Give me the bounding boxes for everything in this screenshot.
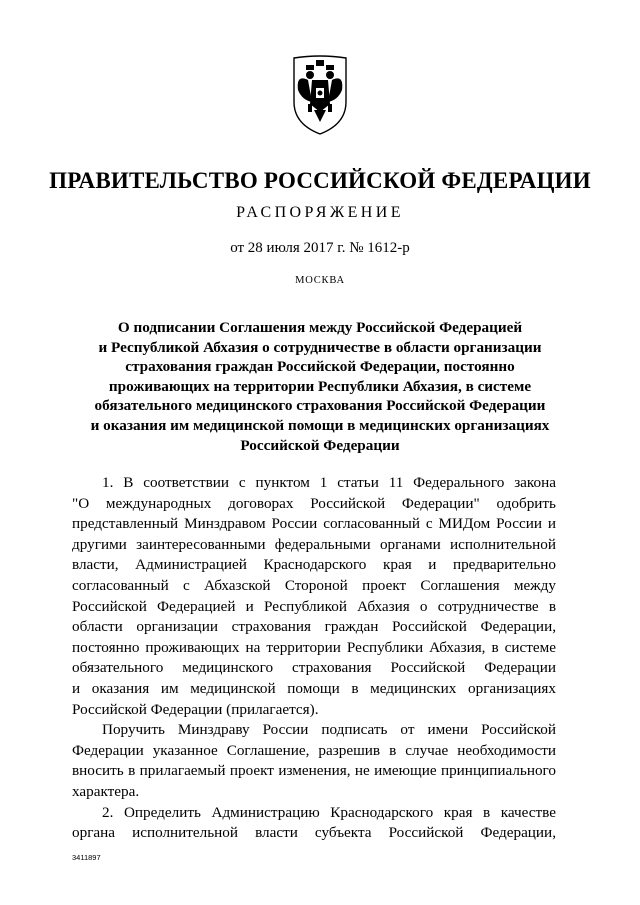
document-code: 3411897 [72,853,101,862]
subject-line: обязательного медицинского страхования Российской Федерации [94,397,546,415]
body-line: Российской Федерации (прилагается). [72,700,319,718]
body-line: постоянно проживающих на территории Республики Абхазия, в системе [72,638,556,656]
body-line: власти, Администрацией Краснодарского края и предварительно [72,556,556,574]
document-body [72,473,556,844]
body-line: Российской Федерацией и Республикой Абхазия о сотрудничестве в [72,597,556,615]
body-line: обязательного медицинского страхования Российской Федерации [72,659,556,677]
body-line: представленный Минздравом России согласованный с МИДом России и [72,515,556,533]
body-line: "О международных договорах Российской Федерации" одобрить [72,494,556,512]
subject-line: и оказания им медицинской помощи в медицинских организациях [90,416,550,434]
body-line: другими заинтересованными федеральными органами исполнительной [72,535,556,553]
body-line: органа исполнительной власти субъекта Российской Федерации, [72,824,556,842]
subject-line: проживающих на территории Республики Абхазия, в системе [108,377,532,395]
document-type: РАСПОРЯЖЕНИЕ [236,204,404,221]
subject-line: Российской Федерации [240,436,400,454]
body-line: характера. [72,782,140,800]
body-line: согласованный с Абхазской Стороной проект Соглашения между [72,576,556,594]
coat-of-arms-icon [272,44,368,140]
body-line: Федерации указанное Соглашение, разрешив в случае необходимости [72,741,556,759]
body-line: и оказания им медицинской помощи в медицинских организациях [72,679,556,697]
body-line: 2. Определить Администрацию Краснодарского края в качестве [102,803,556,821]
document-subject [70,318,570,455]
subject-line: и Республикой Абхазия о сотрудничестве в области организации [98,338,542,356]
document-date-number: от 28 июля 2017 г. № 1612-р [230,240,410,256]
body-line: 1. В соответствии с пунктом 1 статьи 11 Федерального закона [102,474,556,491]
subject-line: О подписании Соглашения между Российской Федерацией [117,319,523,336]
body-line: вносить в прилагаемый проект изменения, не имеющие принципиального [72,762,556,780]
body-line: Поручить Минздраву России подписать от имени Российской [102,721,556,739]
government-title: ПРАВИТЕЛЬСТВО РОССИЙСКОЙ ФЕДЕРАЦИИ [49,168,591,193]
document-city: МОСКВА [295,275,345,286]
subject-line: страхования граждан Российской Федерации, постоянно [125,358,515,376]
body-line: области организации страхования граждан Российской Федерации, [72,618,556,636]
